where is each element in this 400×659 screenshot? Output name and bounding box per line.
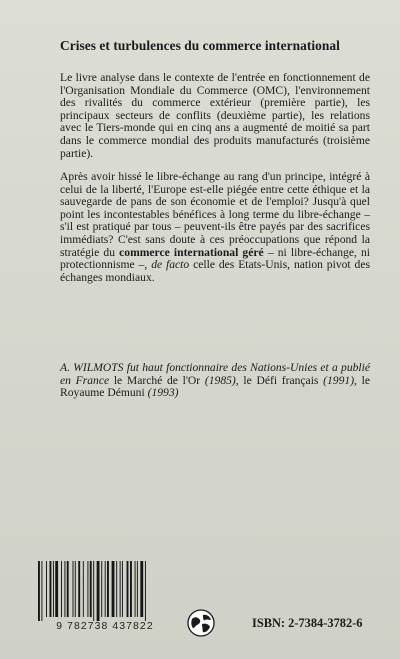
barcode-bar	[75, 561, 76, 617]
barcode-bar	[140, 561, 143, 617]
barcode-bar	[83, 561, 84, 617]
barcode-bar	[93, 561, 94, 621]
barcode-bar	[73, 561, 74, 617]
author-work-3-year: (1993)	[147, 386, 179, 400]
author-work-3: le Royaume Démuni	[60, 373, 371, 400]
barcode-bar	[116, 561, 117, 617]
book-title: Crises et turbulences du commerce international	[60, 38, 340, 53]
barcode-bar	[87, 561, 88, 617]
barcode-bars	[30, 557, 180, 623]
author-work-2: le Défi français	[243, 373, 319, 387]
barcode-bar	[46, 561, 47, 617]
barcode-bar	[53, 561, 54, 617]
barcode-bar	[55, 561, 58, 617]
author-work-2-year: (1991),	[323, 373, 357, 387]
managed-trade-term: commerce international géré	[119, 245, 264, 259]
barcode-bar	[64, 561, 65, 617]
summary-paragraph-2-part1: Après avoir hissé le libre-échange au rang d'un principe, intégré à celui de la liberté, l'Europe est-elle piégée entre cette éthique et la sauvegarde de pans de son économie et de l'emploi? Jusqu'à quel point les incontestables bénéfices à long terme du libre-échange – s'il est pratiqué par tous – peuvent-ils être payés par des sacrifices immédiats? C'est sans doute à ces préoccupations que répond la stratégie du	[60, 170, 370, 259]
barcode-bar	[120, 561, 121, 617]
barcode-bar	[112, 561, 115, 617]
de-facto-term: de facto	[151, 258, 190, 272]
summary-paragraph-2	[60, 171, 370, 284]
barcode-bar	[127, 561, 129, 617]
publisher-globe-logo-icon	[186, 608, 216, 638]
barcode	[30, 557, 180, 637]
barcode-bar	[130, 561, 132, 617]
barcode-bar	[97, 561, 100, 621]
author-bio-intro: fut haut fonctionnaire des Nations-Unies et a publié en France	[60, 361, 371, 387]
barcode-bar	[107, 561, 109, 617]
summary-paragraph-2-part2: – ni libre-échange, ni protectionnisme –,	[60, 245, 371, 272]
barcode-bar	[61, 561, 62, 617]
author-work-1: le Marché de l'Or	[113, 373, 201, 387]
author-work-1-year: (1985),	[204, 373, 239, 387]
barcode-bar	[137, 561, 138, 617]
barcode-bar	[122, 561, 123, 617]
author-bio	[60, 362, 370, 400]
barcode-bar	[101, 561, 102, 617]
barcode-bar	[50, 561, 52, 617]
barcode-bar	[145, 561, 146, 621]
barcode-bar	[78, 561, 80, 617]
barcode-bar	[90, 561, 92, 617]
author-name: A. WILMOTS	[60, 361, 124, 374]
barcode-number: 9 782738 437822	[56, 621, 154, 632]
barcode-bar	[135, 561, 136, 617]
isbn: ISBN: 2-7384-3782-6	[252, 616, 363, 630]
summary-paragraph-2-part3: celle des Etats-Unis, nation pivot des échanges mondiaux.	[60, 258, 370, 284]
barcode-bar	[38, 561, 40, 621]
barcode-bar	[41, 561, 42, 621]
barcode-bar	[105, 561, 106, 617]
summary-paragraph-1-text: Le livre analyse dans le contexte de l'entrée en fonctionnement de l'Organisation Mondiale du Commerce (OMC), l'environnement des rivalités du commerce extérieur (première partie), les principaux secteurs de conflits (deuxième partie), les relations avec le Tiers-monde qui en cinq ans a augmenté de moitié sa part dans le commerce mondial des produits manufacturés (troisième partie).	[60, 71, 370, 160]
summary-paragraph-1	[60, 72, 370, 160]
barcode-bar	[67, 561, 69, 617]
